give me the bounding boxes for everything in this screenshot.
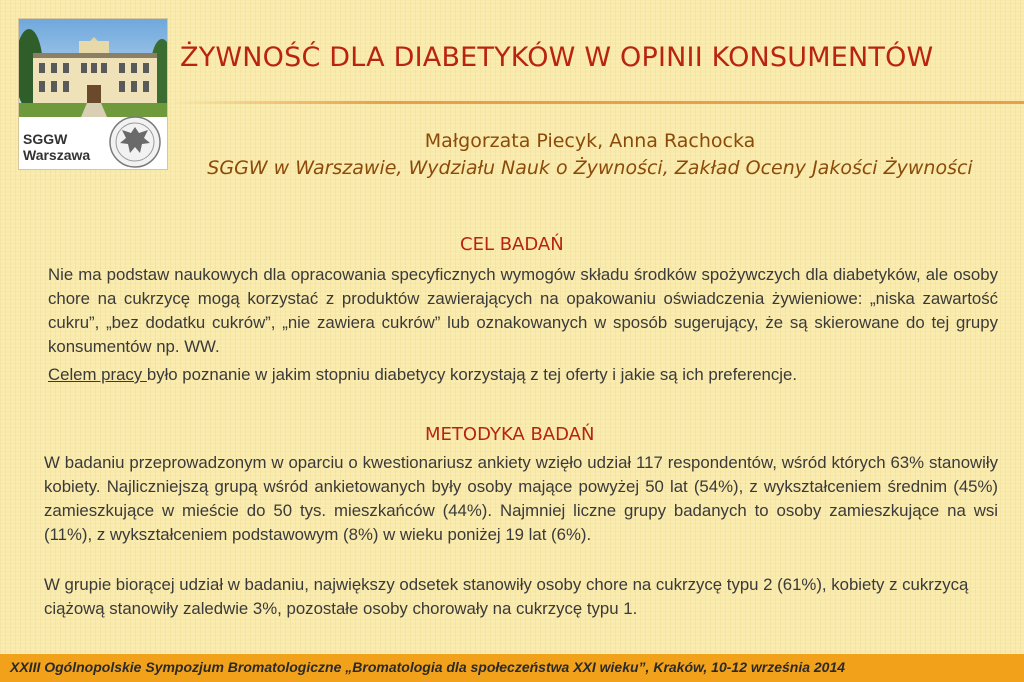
section-heading-method: METODYKA BADAŃ <box>425 424 595 445</box>
aim-rest: było poznanie w jakim stopniu diabetycy korzystają z tej oferty i jakie są ich preferencje. <box>146 365 797 384</box>
author-affiliation: SGGW w Warszawie, Wydziału Nauk o Żywności, Zakład Oceny Jakości Żywności <box>207 157 973 179</box>
aim-paragraph: Nie ma podstaw naukowych dla opracowania specyficznych wymogów składu środków spożywczych dla diabetyków, ale osoby chore na cukrzycę mogą korzystać z produktów zawierających na opakowaniu oświadczenia żywieniowe: „niska zawartość cukru”, „bez dodatku cukrów”, „nie zawiera cukrów” lub oznakowanych w sposób sugerujący, że są skierowane do tej grupy konsumentów np. WW. <box>48 265 998 356</box>
method-paragraph-1: W badaniu przeprowadzonym w oparciu o kwestionariusz ankiety wzięło udział 117 respondentów, wśród których 63% stanowiły kobiety. Najliczniejszą grupą wśród ankietowanych były osoby mające powyżej 50 lat (54%), z wykształceniem średnim (45%) zamieszkujące w mieście do 50 tys. mieszkańców (44%). Najmniej liczne grupy badanych to osoby zamieszkujące na wsi (11%), z wykształceniem podstawowym (8%) w wieku poniżej 19 lat (6%). <box>44 453 998 544</box>
author-names: Małgorzata Piecyk, Anna Rachocka <box>424 130 756 152</box>
title-divider <box>170 101 1024 104</box>
logo-text-line2: Warszawa <box>23 147 91 163</box>
page-title: ŻYWNOŚĆ DLA DIABETYKÓW W OPINII KONSUMENTÓW <box>180 42 934 73</box>
method-paragraph-2: W grupie biorącej udział w badaniu, największy odsetek stanowiły osoby chore na cukrzycę typu 2 (61%), kobiety z cukrzycą ciążową stanowiły zaledwie 3%, pozostałe osoby chorowały na cukrzycę typu 1. <box>44 575 969 618</box>
sggw-logo <box>18 18 168 170</box>
aim-label: Celem pracy <box>48 365 147 384</box>
logo-text <box>23 131 90 163</box>
eagle-emblem-icon <box>110 117 160 167</box>
footer-bar <box>0 654 1024 682</box>
footer-text: XXIII Ogólnopolskie Sympozjum Bromatologiczne „Bromatologia dla społeczeństwa XXI wieku”, Kraków, 10-12 września 2014 <box>10 659 846 675</box>
section-heading-aim: CEL BADAŃ <box>460 234 564 255</box>
logo-text-line1: SGGW <box>23 131 68 147</box>
aim-statement <box>48 363 998 387</box>
